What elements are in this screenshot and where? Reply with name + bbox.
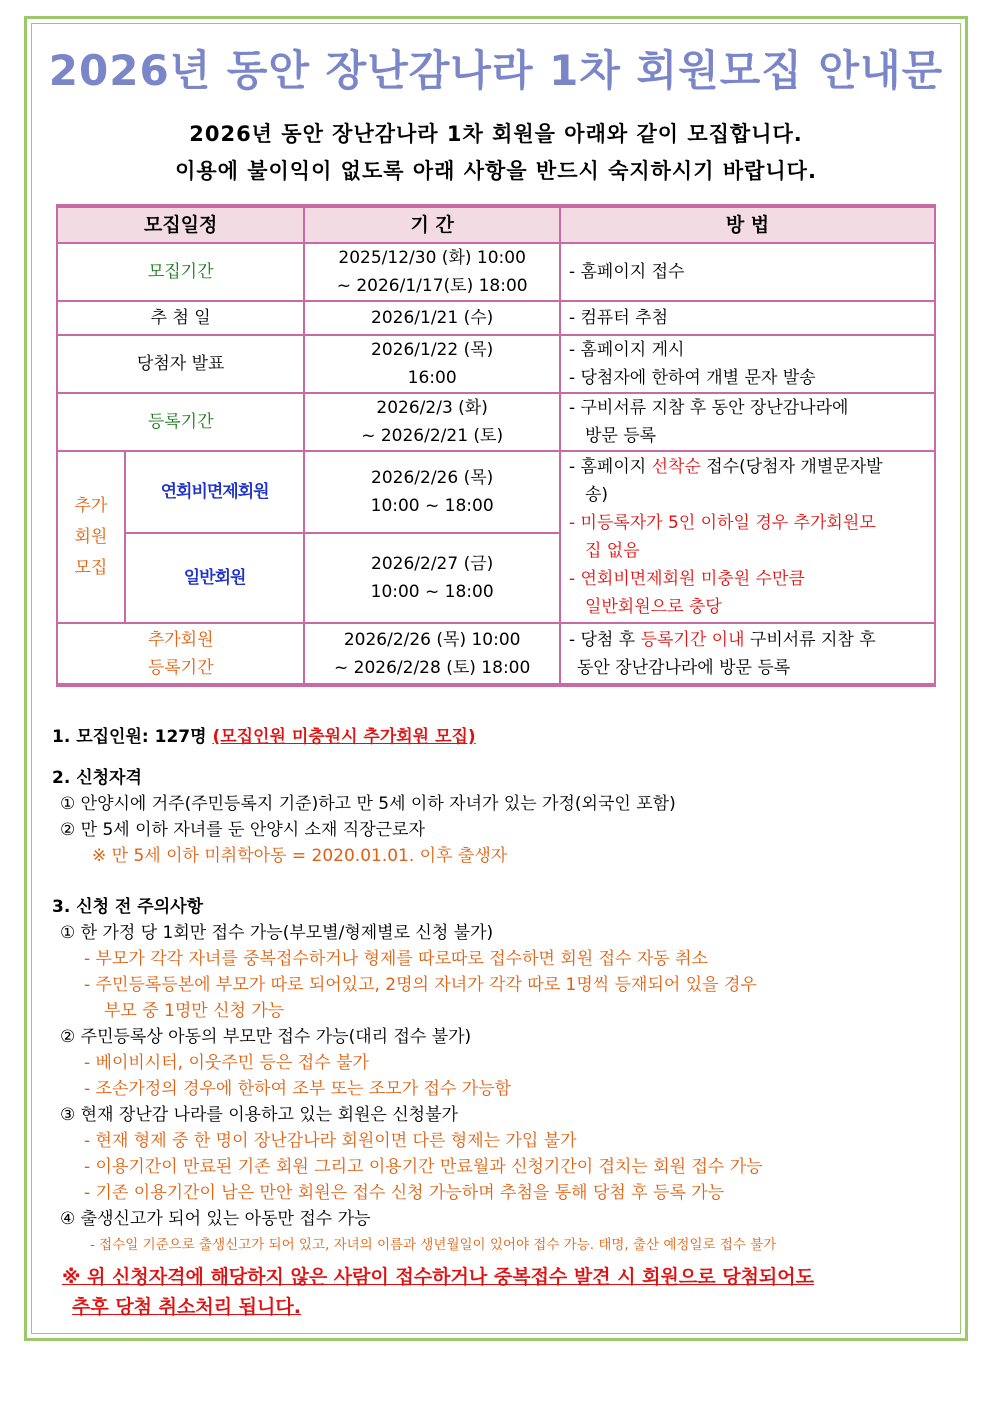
sub-item: - 이용기간이 만료된 기존 회원 그리고 이용기간 만료월과 신청기간이 겹치는 회원 접수 가능 [84,1157,763,1177]
section-2 [52,765,676,869]
list-item: ③ 현재 장난감 나라를 이용하고 있는 회원은 신청불가 [60,1105,458,1125]
header-period: 기 간 [304,206,560,243]
intro-line-1: 2026년 동안 장난감나라 1차 회원을 아래와 같이 모집합니다. [189,122,803,146]
section-1 [52,724,476,750]
section-heading: 3. 신청 전 주의사항 [52,897,203,917]
method-line: 집 없음 [584,541,640,561]
period-line: 10:00 ~ 18:00 [370,582,494,602]
row-label [57,623,304,685]
table-row [57,335,935,393]
list-item: ④ 출생신고가 되어 있는 아동만 접수 가능 [60,1209,371,1229]
table-row [57,623,935,685]
method-line: 방문 등록 [584,426,657,446]
period-line: 2026/2/3 (화) [376,398,488,418]
table-header-row [57,206,935,243]
table-row [57,393,935,451]
period-line: 2026/2/26 (목) 10:00 [343,629,521,650]
page-title: 2026년 동안 장난감나라 1차 회원모집 안내문 [48,46,944,95]
row-period [304,335,560,393]
method-text: - 당첨 후 [568,629,641,650]
sub-item: 부모 중 1명만 신청 가능 [104,1001,285,1021]
warning-line: 추후 당첨 취소처리 됩니다. [72,1296,301,1318]
sub-item: - 조손가정의 경우에 한하여 조부 또는 조모가 접수 가능함 [84,1079,512,1099]
list-item: ② 만 5세 이하 자녀를 둔 안양시 소재 직장근로자 [60,820,425,840]
label-line: 추가회원 [147,629,214,650]
sub-item: - 현재 형제 중 한 명이 장난감나라 회원이면 다른 형제는 가입 불가 [84,1131,577,1151]
row-method: - 컴퓨터 추첨 [560,301,935,335]
section-heading: 1. 모집인원: 127명 [52,727,213,747]
row-label-general: 일반회원 [125,533,305,623]
period-line: 2025/12/30 (화) 10:00 [338,248,526,268]
intro-line-2: 이용에 불이익이 없도록 아래 사항을 반드시 숙지하시기 바랍니다. [175,159,817,183]
list-item: ① 한 가정 당 1회만 접수 가능(부모별/형제별로 신청 불가) [60,923,494,943]
period-line: 2026/2/27 (금) [371,554,494,574]
period-line: 16:00 [407,368,457,388]
row-method [560,623,935,685]
method-line [569,626,934,654]
section-heading: 2. 신청자격 [52,768,142,788]
sub-item: - 기존 이용기간이 남은 만안 회원은 접수 신청 가능하며 추첨을 통해 당첨 후 등록 가능 [84,1183,725,1203]
header-method: 방 법 [560,206,935,243]
row-method: - 홈페이지 접수 [560,243,935,301]
period-line: ~ 2026/2/21 (토) [361,426,504,446]
row-period [304,533,560,623]
table-row [57,243,935,301]
method-line: - 연회비면제회원 미충원 수만큼 [568,569,805,589]
schedule-table [56,204,936,687]
method-line: - 구비서류 지참 후 동안 장난감나라에 [568,398,849,418]
method-line: - 홈페이지 게시 [568,340,685,360]
group-label-line: 모집 [74,557,108,578]
row-label: 당첨자 발표 [57,335,304,393]
row-period: 2026/1/21 (수) [304,301,560,335]
method-line: 동안 장난감나라에 방문 등록 [576,657,791,678]
period-line: 2026/2/26 (목) [371,468,494,488]
method-line: - 미등록자가 5인 이하일 경우 추가회원모 [568,513,876,533]
row-method [560,393,935,451]
row-period [304,393,560,451]
period-line: ~ 2026/1/17(토) 18:00 [336,276,528,296]
method-line: 송) [584,485,609,505]
section-highlight: (모집인원 미충원시 추가회원 모집) [212,727,476,747]
method-text: 구비서류 지참 후 [744,629,876,650]
row-period [304,623,560,685]
row-method-extra [560,451,935,623]
row-method [560,335,935,393]
extra-group-label [57,451,125,623]
label-line: 등록기간 [147,657,214,678]
period-line: 10:00 ~ 18:00 [370,496,494,516]
method-highlight: 등록기간 이내 [640,629,745,650]
row-label: 추 첨 일 [57,301,304,335]
table-row [57,301,935,335]
note: ※ 만 5세 이하 미취학아동 = 2020.01.01. 이후 출생자 [92,846,508,866]
list-item: ② 주민등록상 아동의 부모만 접수 가능(대리 접수 불가) [60,1027,472,1047]
row-period [304,451,560,533]
sub-item: - 베이비시터, 이웃주민 등은 접수 불가 [84,1053,369,1073]
method-text: - 홈페이지 [568,457,652,477]
sub-item: - 부모가 각각 자녀를 중복접수하거나 형제를 따로따로 접수하면 회원 접수 자동 취소 [84,949,708,969]
row-label: 모집기간 [57,243,304,301]
table-row [57,451,935,533]
group-label-line: 회원 [74,526,108,547]
group-label-line: 추가 [74,495,108,516]
period-line: ~ 2026/2/28 (토) 18:00 [334,657,531,678]
warning-notice [62,1262,814,1322]
period-line: 2026/1/22 (목) [371,340,494,360]
header-schedule: 모집일정 [57,206,304,243]
intro [0,116,992,190]
method-line [569,453,934,481]
list-item: ① 안양시에 거주(주민등록지 기준)하고 만 5세 이하 자녀가 있는 가정(외국인 포함) [60,794,676,814]
section-3 [52,894,776,1258]
sub-item: - 접수일 기준으로 출생신고가 되어 있고, 자녀의 이름과 생년월일이 있어야 접수 가능. 태명, 출산 예정일로 접수 불가 [90,1237,777,1253]
method-line: 일반회원으로 충당 [584,597,722,617]
method-text: 접수(당첨자 개별문자발 [700,457,883,477]
method-highlight: 선착순 [651,457,701,477]
warning-line: ※ 위 신청자격에 해당하지 않은 사람이 접수하거나 중복접수 발견 시 회원으로 당첨되어도 [62,1266,814,1288]
row-period [304,243,560,301]
row-label-fee-exempt: 연회비면제회원 [125,451,305,533]
row-label: 등록기간 [57,393,304,451]
sub-item: - 주민등록등본에 부모가 따로 되어있고, 2명의 자녀가 각각 따로 1명씩 등재되어 있을 경우 [84,975,757,995]
method-line: - 당첨자에 한하여 개별 문자 발송 [568,368,816,388]
